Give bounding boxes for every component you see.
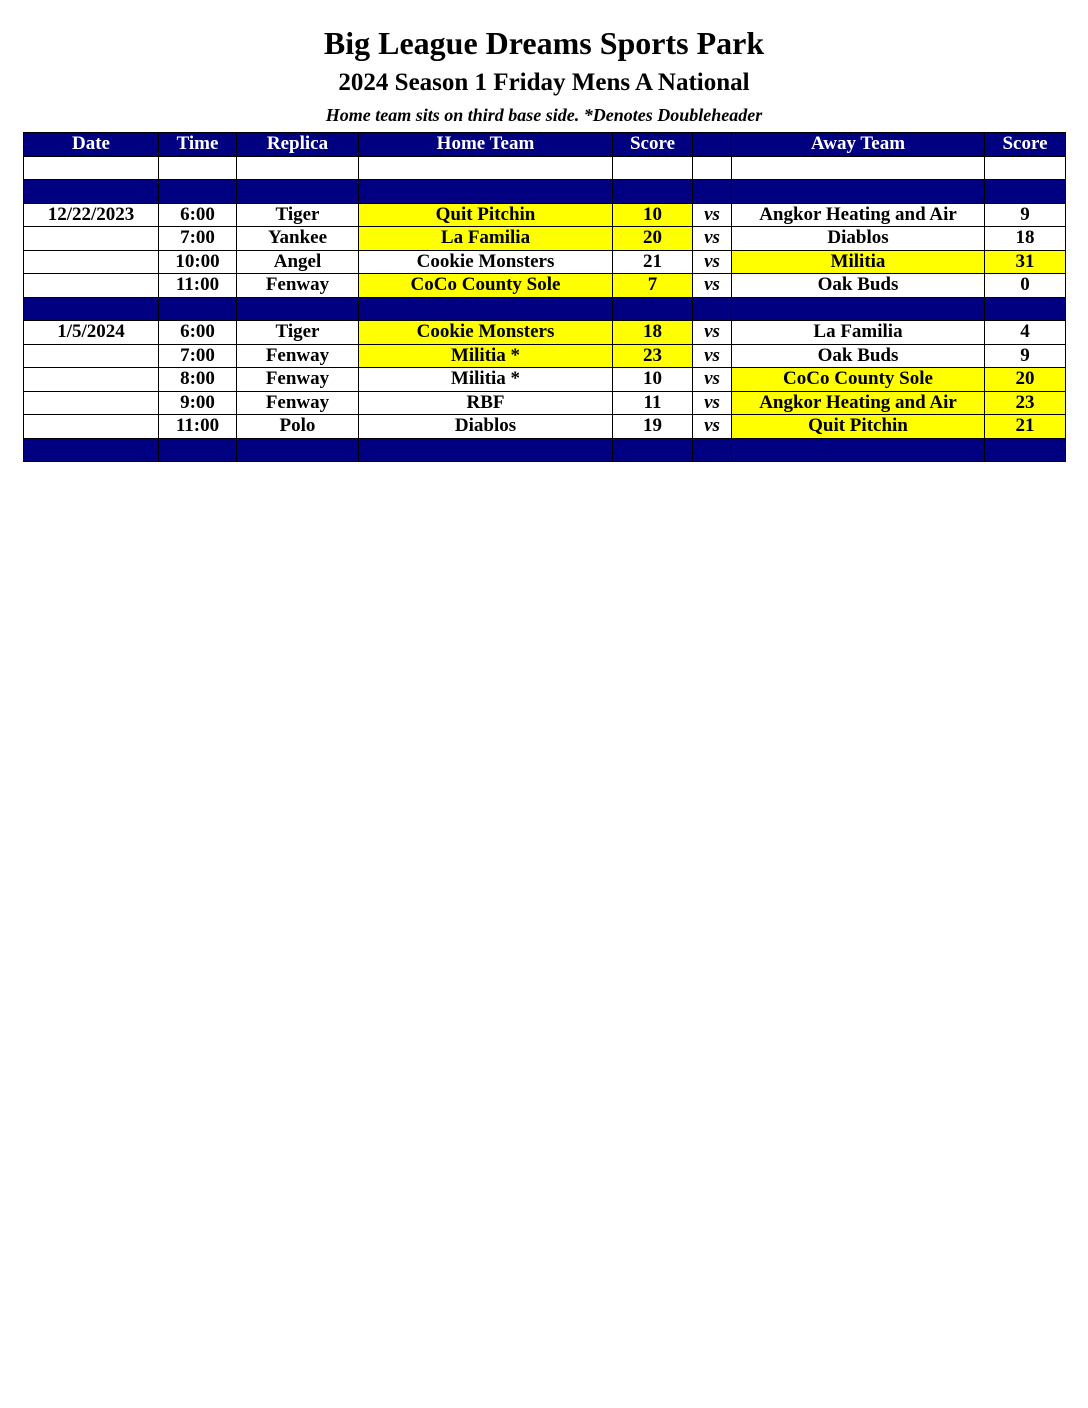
home-team-cell: Diablos xyxy=(359,415,613,439)
replica-cell xyxy=(237,438,359,462)
schedule-table xyxy=(23,132,1066,462)
home-score-cell: 20 xyxy=(613,227,693,251)
away-score-cell: 23 xyxy=(985,391,1066,415)
vs-cell: vs xyxy=(693,321,732,345)
table-row xyxy=(24,250,1066,274)
date-cell: 12/22/2023 xyxy=(24,203,159,227)
note-text: Home team sits on third base side. *Denotes Doubleheader xyxy=(325,105,763,125)
home-team-cell: Militia * xyxy=(359,368,613,392)
home-score-cell xyxy=(613,156,693,180)
date-cell xyxy=(24,250,159,274)
home-team-cell: Militia * xyxy=(359,344,613,368)
page-title xyxy=(0,24,1088,62)
date-cell xyxy=(24,156,159,180)
away-team-cell: La Familia xyxy=(732,321,985,345)
replica-cell: Angel xyxy=(237,250,359,274)
time-cell: 10:00 xyxy=(159,250,237,274)
home-score-cell: 10 xyxy=(613,368,693,392)
header-away-score: Score xyxy=(985,133,1066,157)
home-team-cell xyxy=(359,156,613,180)
home-team-cell xyxy=(359,438,613,462)
separator-row xyxy=(24,180,1066,204)
time-cell: 7:00 xyxy=(159,344,237,368)
table-row xyxy=(24,321,1066,345)
home-team-cell: CoCo County Sole xyxy=(359,274,613,298)
away-score-cell: 31 xyxy=(985,250,1066,274)
home-team-cell: Cookie Monsters xyxy=(359,321,613,345)
vs-cell: vs xyxy=(693,415,732,439)
replica-cell: Polo xyxy=(237,415,359,439)
away-team-cell: Diablos xyxy=(732,227,985,251)
header-home-score: Score xyxy=(613,133,693,157)
away-score-cell xyxy=(985,297,1066,321)
away-score-cell xyxy=(985,180,1066,204)
home-team-cell xyxy=(359,180,613,204)
replica-cell xyxy=(237,180,359,204)
date-cell: 1/5/2024 xyxy=(24,321,159,345)
replica-cell: Yankee xyxy=(237,227,359,251)
away-score-cell xyxy=(985,438,1066,462)
header-home-team: Home Team xyxy=(359,133,613,157)
home-score-cell: 19 xyxy=(613,415,693,439)
replica-cell xyxy=(237,297,359,321)
date-cell xyxy=(24,368,159,392)
time-cell: 8:00 xyxy=(159,368,237,392)
table-row xyxy=(24,415,1066,439)
home-score-cell xyxy=(613,297,693,321)
vs-cell: vs xyxy=(693,274,732,298)
vs-cell: vs xyxy=(693,391,732,415)
header-row xyxy=(24,133,1066,157)
vs-cell xyxy=(693,180,732,204)
home-score-cell: 23 xyxy=(613,344,693,368)
time-cell: 11:00 xyxy=(159,415,237,439)
date-cell xyxy=(24,391,159,415)
home-score-cell xyxy=(613,180,693,204)
away-team-cell: Oak Buds xyxy=(732,274,985,298)
table-row xyxy=(24,274,1066,298)
date-cell xyxy=(24,415,159,439)
separator-row xyxy=(24,297,1066,321)
blank-row xyxy=(24,156,1066,180)
home-score-cell: 7 xyxy=(613,274,693,298)
replica-cell: Fenway xyxy=(237,391,359,415)
replica-cell: Tiger xyxy=(237,203,359,227)
away-team-cell: Angkor Heating and Air xyxy=(732,391,985,415)
time-cell: 7:00 xyxy=(159,227,237,251)
away-team-cell xyxy=(732,180,985,204)
date-cell xyxy=(24,438,159,462)
vs-cell xyxy=(693,438,732,462)
time-cell xyxy=(159,156,237,180)
header-away-team: Away Team xyxy=(732,133,985,157)
away-team-cell: Quit Pitchin xyxy=(732,415,985,439)
home-team-cell: RBF xyxy=(359,391,613,415)
away-score-cell xyxy=(985,156,1066,180)
title-text: Big League Dreams Sports Park xyxy=(323,25,765,61)
home-team-cell xyxy=(359,297,613,321)
time-cell xyxy=(159,297,237,321)
home-team-cell: Quit Pitchin xyxy=(359,203,613,227)
time-cell xyxy=(159,438,237,462)
home-team-cell: La Familia xyxy=(359,227,613,251)
replica-cell xyxy=(237,156,359,180)
date-cell xyxy=(24,274,159,298)
away-score-cell: 9 xyxy=(985,344,1066,368)
separator-row xyxy=(24,438,1066,462)
away-team-cell xyxy=(732,297,985,321)
page-note xyxy=(0,105,1088,127)
away-score-cell: 4 xyxy=(985,321,1066,345)
away-score-cell: 18 xyxy=(985,227,1066,251)
home-score-cell xyxy=(613,438,693,462)
vs-cell: vs xyxy=(693,203,732,227)
vs-cell: vs xyxy=(693,227,732,251)
schedule-body xyxy=(24,156,1066,462)
away-team-cell: Oak Buds xyxy=(732,344,985,368)
time-cell: 6:00 xyxy=(159,321,237,345)
replica-cell: Fenway xyxy=(237,368,359,392)
away-team-cell: CoCo County Sole xyxy=(732,368,985,392)
vs-cell xyxy=(693,156,732,180)
date-cell xyxy=(24,180,159,204)
away-score-cell: 9 xyxy=(985,203,1066,227)
date-cell xyxy=(24,297,159,321)
subtitle-text: 2024 Season 1 Friday Mens A National xyxy=(338,69,750,96)
page-subtitle xyxy=(0,68,1088,98)
vs-cell: vs xyxy=(693,368,732,392)
away-score-cell: 20 xyxy=(985,368,1066,392)
time-cell: 6:00 xyxy=(159,203,237,227)
home-score-cell: 18 xyxy=(613,321,693,345)
time-cell: 11:00 xyxy=(159,274,237,298)
away-score-cell: 0 xyxy=(985,274,1066,298)
home-score-cell: 10 xyxy=(613,203,693,227)
away-team-cell: Angkor Heating and Air xyxy=(732,203,985,227)
time-cell xyxy=(159,180,237,204)
vs-cell: vs xyxy=(693,344,732,368)
home-score-cell: 11 xyxy=(613,391,693,415)
home-team-cell: Cookie Monsters xyxy=(359,250,613,274)
replica-cell: Fenway xyxy=(237,344,359,368)
vs-cell: vs xyxy=(693,250,732,274)
away-score-cell: 21 xyxy=(985,415,1066,439)
date-cell xyxy=(24,344,159,368)
away-team-cell xyxy=(732,156,985,180)
replica-cell: Tiger xyxy=(237,321,359,345)
time-cell: 9:00 xyxy=(159,391,237,415)
replica-cell: Fenway xyxy=(237,274,359,298)
table-row xyxy=(24,391,1066,415)
table-row xyxy=(24,203,1066,227)
away-team-cell xyxy=(732,438,985,462)
header-vs xyxy=(693,133,732,157)
vs-cell xyxy=(693,297,732,321)
table-row xyxy=(24,344,1066,368)
date-cell xyxy=(24,227,159,251)
home-score-cell: 21 xyxy=(613,250,693,274)
header-time: Time xyxy=(159,133,237,157)
away-team-cell: Militia xyxy=(732,250,985,274)
table-row xyxy=(24,227,1066,251)
header-replica: Replica xyxy=(237,133,359,157)
table-row xyxy=(24,368,1066,392)
header-date: Date xyxy=(24,133,159,157)
